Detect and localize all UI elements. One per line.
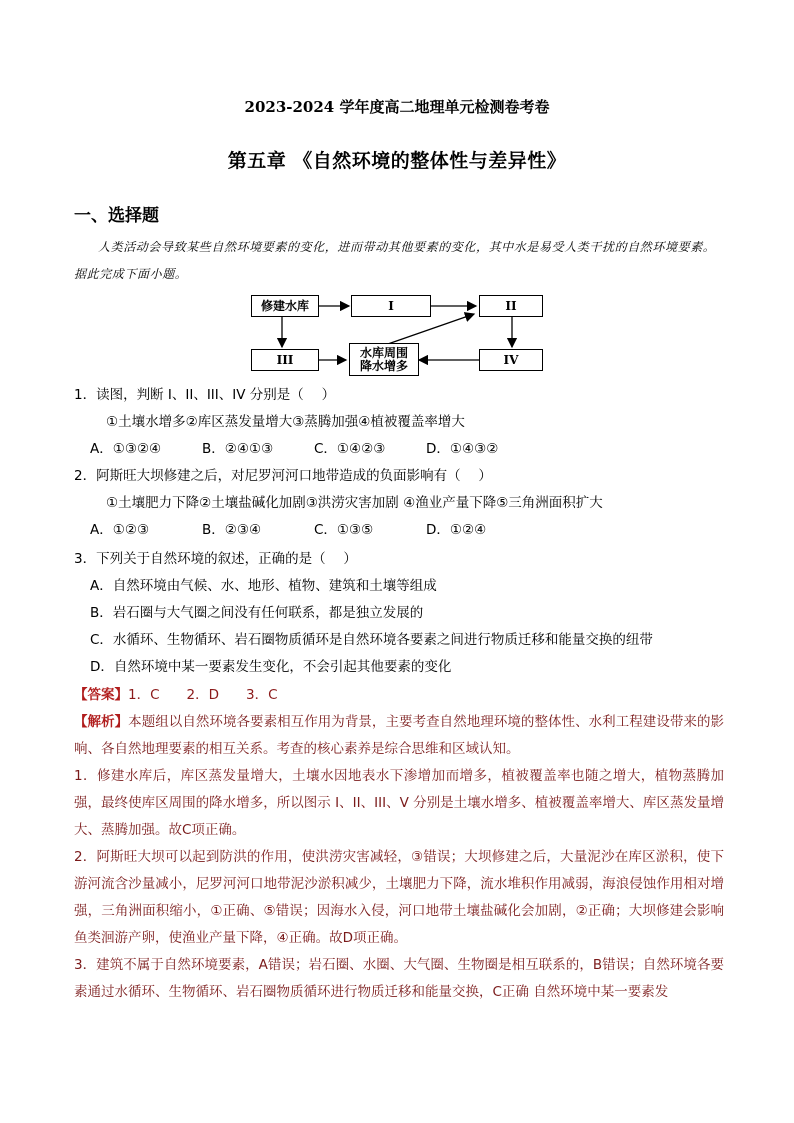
answer-block xyxy=(74,682,734,709)
option-d[interactable]: D．①②④ xyxy=(426,522,487,538)
analysis-tag: 【解析】 xyxy=(74,714,129,730)
question-stem: 3．下列关于自然环境的叙述，正确的是（ ） xyxy=(74,551,357,567)
question-3 xyxy=(74,546,734,681)
question-items: ①土壤水增多②库区蒸发量增大③蒸腾加强④植被覆盖率增大 xyxy=(106,414,465,430)
section-heading: 一、选择题 xyxy=(74,206,159,226)
box-I: I xyxy=(351,295,431,317)
question-stem: 1．读图，判断 I、II、III、IV 分别是（ ） xyxy=(74,387,336,403)
box-center xyxy=(349,343,419,376)
analysis-paragraph-3: 3．建筑不属于自然环境要素，A错误；岩石圈、水圈、大气圈、生物圈是相互联系的，B错误；自然环境各要素通过水循环、生物循环、岩石圈物质循环进行物质迁移和能量交换，C正确 自然环境中某一要素发 xyxy=(74,957,724,1000)
option-a[interactable]: A．①③②④ xyxy=(90,441,162,457)
question-items: ①土壤肥力下降②土壤盐碱化加剧③洪涝灾害加剧 ④渔业产量下降⑤三角洲面积扩大 xyxy=(106,495,603,511)
center-line1: 水库周围 xyxy=(359,345,408,360)
option-b[interactable]: B．②④①③ xyxy=(202,441,274,457)
box-II: II xyxy=(479,295,543,317)
option-c[interactable]: C．①③⑤ xyxy=(314,522,374,538)
box-start: 修建水库 xyxy=(251,295,319,317)
answer-tag: 【答案】 xyxy=(74,687,128,703)
answer-text: 1．C 2．D 3．C xyxy=(128,687,278,703)
choice-b[interactable]: B．岩石圈与大气圈之间没有任何联系，都是独立发展的 xyxy=(90,605,424,621)
option-b[interactable]: B．②③④ xyxy=(202,522,262,538)
option-c[interactable]: C．①④②③ xyxy=(314,441,386,457)
question-stem: 2．阿斯旺大坝修建之后，对尼罗河河口地带造成的负面影响有（ ） xyxy=(74,468,492,484)
analysis-intro-text: 本题组以自然环境各要素相互作用为背景，主要考查自然地理环境的整体性、水利工程建设带来的影响、各自然地理要素的相互关系。考查的核心素养是综合思维和区域认知。 xyxy=(74,714,725,757)
question-1 xyxy=(74,382,734,463)
analysis-intro xyxy=(74,709,724,763)
analysis-paragraph-1: 1．修建水库后，库区蒸发量增大，土壤水因地表水下渗增加而增多，植被覆盖率也随之增大，植物蒸腾加强，最终使库区周围的降水增多，所以图示 I、II、III、V 分别是土壤水增多、植被覆盖率增大、库区蒸发量增大、蒸腾加强。故C项正确。 xyxy=(74,768,724,838)
option-d[interactable]: D．①④③② xyxy=(426,441,499,457)
center-line2: 降水增多 xyxy=(359,358,408,373)
choice-c[interactable]: C．水循环、生物循环、岩石圈物质循环是自然环境各要素之间进行物质迁移和能量交换的纽带 xyxy=(90,632,653,648)
flow-diagram xyxy=(245,290,555,380)
option-a[interactable]: A．①②③ xyxy=(90,522,150,538)
options-row xyxy=(74,517,734,544)
chapter-title: 第五章 《自然环境的整体性与差异性》 xyxy=(227,150,567,172)
options-row xyxy=(74,436,734,463)
analysis-paragraph-2: 2．阿斯旺大坝可以起到防洪的作用，使洪涝灾害减轻，③错误；大坝修建之后，大量泥沙在库区淤积，使下游河流含沙量减小，尼罗河河口地带泥沙淤积减少，土壤肥力下降，流水堆积作用减弱，海浪侵蚀作用相对增强，三角洲面积缩小，①正确、⑤错误；因海水入侵，河口地带土壤盐碱化会加剧，②正确；大坝修建会影响鱼类洄游产卵，使渔业产量下降，④正确。故D项正确。 xyxy=(74,849,724,946)
exam-title: 2023-2024 学年度高二地理单元检测卷考卷 xyxy=(244,98,550,116)
question-2 xyxy=(74,463,734,544)
arrow-center-to-II xyxy=(385,314,474,345)
question-intro: 人类活动会导致某些自然环境要素的变化，进而带动其他要素的变化，其中水是易受人类干扰的自然环境要素。据此完成下面小题。 xyxy=(74,240,716,281)
box-III: III xyxy=(251,349,319,371)
choice-a[interactable]: A．自然环境由气候、水、地形、植物、建筑和土壤等组成 xyxy=(90,578,437,594)
box-IV: IV xyxy=(479,349,543,371)
analysis-block xyxy=(74,709,724,1006)
choice-d[interactable]: D．自然环境中某一要素发生变化，不会引起其他要素的变化 xyxy=(90,659,452,675)
